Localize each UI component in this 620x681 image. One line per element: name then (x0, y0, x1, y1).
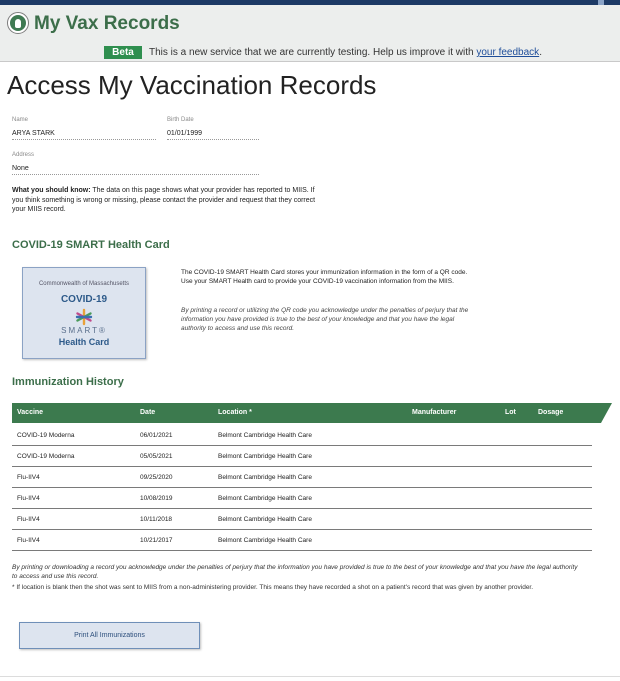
row-date: 09/25/2020 (140, 474, 173, 481)
massachusetts-seal-icon[interactable] (7, 12, 29, 34)
smart-card-description: The COVID-19 SMART Health Card stores your immunization information in the form of a QR code. Use your SMART Health card to provide your COVID-19 vaccination information from the MIIS. (181, 269, 468, 285)
birth-date-label: Birth Date (167, 117, 194, 123)
beta-banner (0, 45, 620, 62)
column-dosage[interactable]: Dosage (538, 409, 564, 416)
card-health-card: Health Card (58, 337, 110, 347)
table-row (12, 425, 592, 446)
address-value: None (12, 163, 259, 175)
page-bottom-divider (0, 676, 620, 677)
row-date: 06/01/2021 (140, 432, 173, 439)
smart-card-disclaimer: By printing a record or utilizing the QR code you acknowledge under the penalties of perjury that the information you have provided is true to the best of your knowledge and that you have the legal authority to access and use this record. (181, 307, 469, 332)
row-vaccine: Flu-IIV4 (17, 495, 40, 502)
smart-card-heading: COVID-19 SMART Health Card (12, 239, 170, 251)
address-label: Address (12, 152, 35, 158)
row-location: Belmont Cambridge Health Care (218, 453, 312, 460)
row-location: Belmont Cambridge Health Care (218, 432, 312, 439)
beta-badge: Beta (104, 46, 142, 59)
notice-text (12, 186, 317, 215)
site-header (0, 5, 620, 45)
beta-banner-text (149, 46, 542, 59)
row-date: 10/11/2018 (140, 516, 173, 523)
card-smart: SMART® (61, 326, 107, 335)
row-vaccine: Flu-IIV4 (17, 474, 40, 481)
column-vaccine[interactable]: Vaccine (17, 409, 44, 416)
beta-banner-end: . (539, 47, 542, 58)
location-footnote: * If location is blank then the shot was sent to MIIS from a non-administering provider. This means they have recorded a shot on a patient's record that was given by another provider. (12, 584, 534, 591)
table-header-background (12, 403, 612, 423)
column-manufacturer[interactable]: Manufacturer (412, 409, 457, 416)
table-row (12, 488, 592, 509)
name-label: Name (12, 117, 29, 123)
feedback-link[interactable]: your feedback (476, 47, 540, 58)
table-row (12, 446, 592, 467)
row-date: 10/21/2017 (140, 537, 173, 544)
card-state: Commonwealth of Massachusetts (38, 281, 130, 287)
perjury-notice: By printing or downloading a record you acknowledge under the penalties of perjury that the information you have provided is true to the best of your knowledge and that you have the legal authority to access and use this record. (12, 564, 578, 580)
row-date: 05/05/2021 (140, 453, 173, 460)
row-location: Belmont Cambridge Health Care (218, 516, 312, 523)
row-date: 10/08/2019 (140, 495, 173, 502)
column-location[interactable]: Location * (218, 409, 252, 416)
site-title[interactable]: My Vax Records (34, 13, 180, 34)
column-date[interactable]: Date (140, 409, 156, 416)
immunization-history-heading: Immunization History (12, 376, 124, 388)
print-all-immunizations-button[interactable]: Print All Immunizations (19, 622, 200, 649)
notice-lead: What you should know: (12, 187, 91, 194)
column-lot[interactable]: Lot (505, 409, 516, 416)
row-vaccine: COVID-19 Moderna (17, 453, 75, 460)
row-location: Belmont Cambridge Health Care (218, 474, 312, 481)
birth-date-value: 01/01/1999 (167, 128, 259, 140)
beta-banner-message: This is a new service that we are currently testing. Help us improve it with (149, 47, 474, 58)
smart-health-card-button[interactable] (22, 267, 146, 359)
row-location: Belmont Cambridge Health Care (218, 495, 312, 502)
table-header (12, 403, 612, 423)
name-value: ARYA STARK (12, 128, 156, 140)
smart-star-icon (75, 308, 93, 326)
row-vaccine: COVID-19 Moderna (17, 432, 75, 439)
page-title: Access My Vaccination Records (7, 70, 377, 100)
table-row (12, 530, 592, 551)
notice-body: The data on this page shows what your provider has reported to MIIS. If you think something is wrong or missing, please contact the provider and request that they correct your MIIS record. (12, 187, 316, 213)
row-location: Belmont Cambridge Health Care (218, 537, 312, 544)
row-vaccine: Flu-IIV4 (17, 516, 40, 523)
card-covid: COVID-19 (60, 294, 108, 305)
row-vaccine: Flu-IIV4 (17, 537, 40, 544)
table-row (12, 509, 592, 530)
table-row (12, 467, 592, 488)
